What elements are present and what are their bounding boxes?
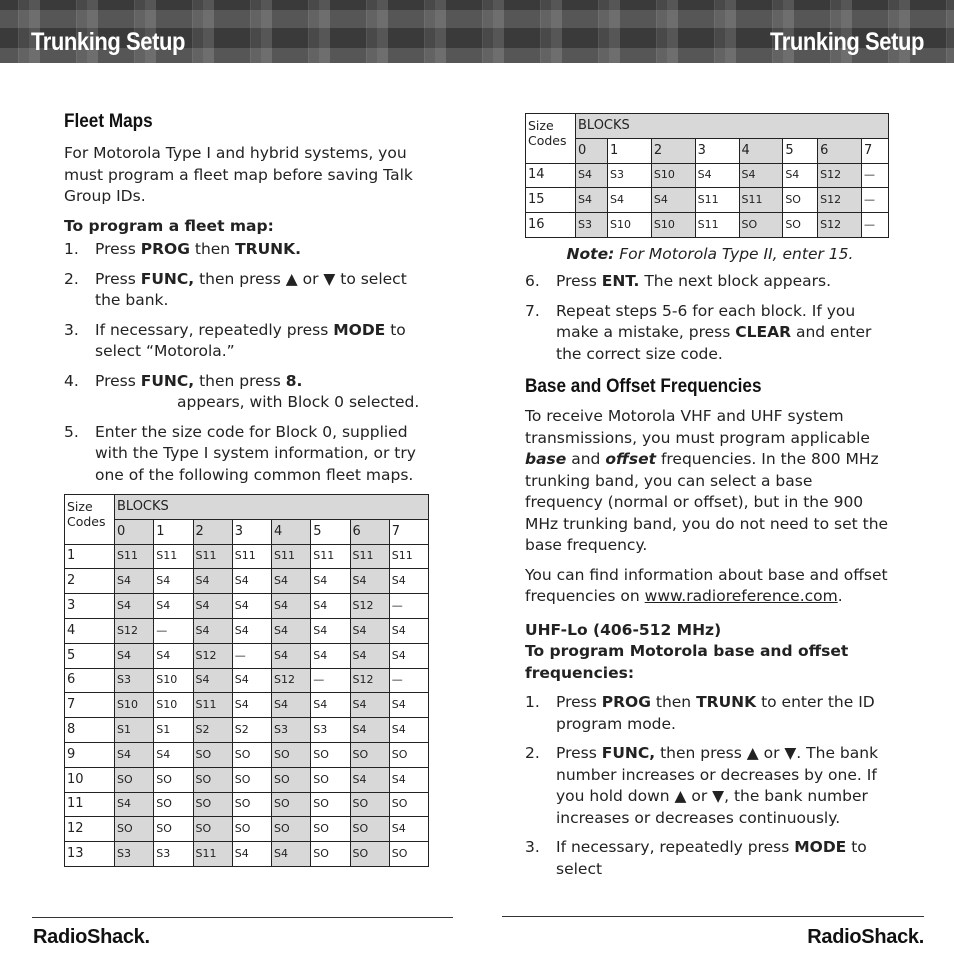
size-code-cell: 8 [65,718,115,743]
block-value-cell: — [861,213,888,238]
size-code-cell: 12 [65,817,115,842]
block-value-cell: S3 [154,842,193,867]
table-row [526,188,889,213]
block-value-cell: SO [350,742,389,767]
block-value-cell: S4 [232,618,271,643]
table-row [65,569,429,594]
block-value-cell: S11 [695,188,739,213]
page-title-left: Trunking Setup [31,28,185,56]
block-value-cell: S4 [350,618,389,643]
block-value-cell: SO [350,817,389,842]
table-row [526,163,889,188]
block-value-cell: S2 [232,718,271,743]
block-value-cell: S4 [576,163,608,188]
block-value-cell: S12 [115,618,154,643]
size-code-cell: 6 [65,668,115,693]
block-numbers-row [65,519,429,544]
left-column [64,108,432,867]
block-value-cell: S4 [115,643,154,668]
block-value-cell: S11 [115,544,154,569]
block-value-cell: SO [232,817,271,842]
table-row [526,213,889,238]
fleet-map-steps-continued [525,271,895,365]
block-value-cell: SO [154,767,193,792]
table-row [65,618,429,643]
table-row [65,817,429,842]
block-number-cell: 1 [154,519,193,544]
block-value-cell: S4 [193,594,232,619]
block-value-cell: S4 [232,594,271,619]
blocks-header: BLOCKS [115,495,429,520]
block-value-cell: S4 [232,668,271,693]
block-value-cell: S4 [389,767,428,792]
block-number-cell: 2 [651,138,695,163]
block-value-cell: SO [350,792,389,817]
block-value-cell: S11 [695,213,739,238]
block-number-cell: 5 [311,519,350,544]
block-value-cell: S11 [154,544,193,569]
size-code-cell: 9 [65,742,115,767]
block-value-cell: SO [739,213,783,238]
block-value-cell: SO [232,742,271,767]
block-value-cell: S10 [651,163,695,188]
block-value-cell: S4 [350,767,389,792]
size-code-cell: 4 [65,618,115,643]
block-value-cell: SO [232,792,271,817]
block-value-cell: S4 [154,742,193,767]
block-value-cell: SO [311,767,350,792]
block-value-cell: S4 [739,163,783,188]
block-value-cell: S4 [115,792,154,817]
size-code-cell: 7 [65,693,115,718]
block-value-cell: S4 [389,618,428,643]
block-value-cell: SO [193,792,232,817]
block-value-cell: S2 [193,718,232,743]
block-value-cell: SO [272,767,311,792]
base-offset-paragraph: To receive Motorola VHF and UHF system transmissions, you must program applicable base and offset frequencies. In the 800 MHz trunking band, you can select a base frequency (normal or offset), but in the 900 MHz trunking band, you do not need to set the base frequency. [525,407,889,555]
block-value-cell: — [861,163,888,188]
block-value-cell: SO [272,792,311,817]
block-value-cell: SO [154,792,193,817]
block-number-cell: 3 [232,519,271,544]
block-number-cell: 2 [193,519,232,544]
right-column [525,108,895,888]
block-value-cell: S4 [608,188,652,213]
table-row [65,767,429,792]
block-value-cell: S4 [232,569,271,594]
size-codes-header: Size Codes [65,495,115,545]
size-code-cell: 14 [526,163,576,188]
size-code-cell: 16 [526,213,576,238]
step-item: 2. Press FUNC, then press ▲ or ▼ to select the bank. [64,269,407,309]
table-row [65,693,429,718]
section-heading-base-offset: Base and Offset Frequencies [525,375,762,398]
intro-paragraph: For Motorola Type I and hybrid systems, you must program a fleet map before saving Talk Group IDs. [64,144,413,205]
step-item: 1. Press PROG then TRUNK. [64,240,302,258]
block-value-cell: S4 [232,693,271,718]
block-value-cell: S12 [350,594,389,619]
block-number-cell: 6 [818,138,862,163]
block-value-cell: S4 [389,693,428,718]
block-value-cell: S4 [389,817,428,842]
block-number-cell: 4 [739,138,783,163]
block-value-cell: S10 [608,213,652,238]
size-code-cell: 3 [65,594,115,619]
block-value-cell: SO [311,742,350,767]
block-value-cell: S4 [651,188,695,213]
footer-rule-left [32,917,453,918]
block-value-cell: S4 [311,618,350,643]
block-value-cell: S10 [154,693,193,718]
block-value-cell: S3 [115,842,154,867]
block-value-cell: SO [154,817,193,842]
table-row [65,792,429,817]
block-value-cell: S11 [272,544,311,569]
table-row [65,742,429,767]
footer-rule-right [502,916,924,917]
table-row [65,594,429,619]
section-heading-fleet-maps: Fleet Maps [64,110,153,132]
block-value-cell: S4 [272,693,311,718]
block-value-cell: S4 [115,569,154,594]
block-value-cell: S4 [154,643,193,668]
block-value-cell: — [861,188,888,213]
block-value-cell: S4 [193,618,232,643]
block-value-cell: SO [783,188,818,213]
block-value-cell: S4 [193,569,232,594]
block-value-cell: S4 [272,618,311,643]
block-value-cell: S4 [272,842,311,867]
step-item: 7. Repeat steps 5-6 for each block. If you make a mistake, press CLEAR and enter the correct size code. [525,301,872,363]
block-value-cell: S4 [193,668,232,693]
block-value-cell: S4 [695,163,739,188]
base-offset-steps [525,692,895,880]
block-number-cell: 3 [695,138,739,163]
step-item: 4. Press FUNC, then press 8. appears, with Block 0 selected. [64,371,420,411]
block-value-cell: S4 [272,569,311,594]
blocks-header: BLOCKS [576,114,889,139]
block-value-cell: S12 [350,668,389,693]
block-value-cell: SO [272,817,311,842]
size-code-cell: 5 [65,643,115,668]
block-value-cell: S4 [783,163,818,188]
block-value-cell: — [232,643,271,668]
block-value-cell: SO [311,817,350,842]
block-value-cell: — [154,618,193,643]
block-value-cell: S10 [154,668,193,693]
size-codes-header: Size Codes [526,114,576,164]
block-value-cell: S4 [576,188,608,213]
step-item: 3. If necessary, repeatedly press MODE to select [525,838,867,878]
block-value-cell: S4 [389,643,428,668]
block-value-cell: S4 [272,643,311,668]
page-title-right: Trunking Setup [770,28,924,56]
block-value-cell: SO [389,792,428,817]
step-item: 2. Press FUNC, then press ▲ or ▼. The bank number increases or decreases by one. If you hold down ▲ or ▼, the bank number increases or decreases continuously. [525,744,879,827]
block-value-cell: S12 [818,213,862,238]
block-value-cell: SO [311,792,350,817]
block-value-cell: — [389,594,428,619]
block-value-cell: SO [311,842,350,867]
block-value-cell: S4 [389,569,428,594]
table-row [65,718,429,743]
size-code-cell: 13 [65,842,115,867]
size-code-cell: 1 [65,544,115,569]
size-code-cell: 10 [65,767,115,792]
block-number-cell: 6 [350,519,389,544]
block-value-cell: S11 [311,544,350,569]
block-value-cell: S3 [272,718,311,743]
uhf-lo-subheading: UHF-Lo (406-512 MHz) [525,620,722,639]
procedure-subheading: To program a fleet map: [64,216,274,235]
block-value-cell: S1 [115,718,154,743]
table-row [65,544,429,569]
step-item: 1. Press PROG then TRUNK to enter the ID program mode. [525,693,875,733]
type-ii-note: Note: For Motorola Type II, enter 15. [566,244,854,263]
step-item: 5. Enter the size code for Block 0, supplied with the Type I system information, or try one of the following common fleet maps. [64,422,416,484]
block-value-cell: S3 [115,668,154,693]
table-row [65,668,429,693]
block-value-cell: SO [232,767,271,792]
radioshack-logo-left: RadioShack. [33,926,150,948]
block-value-cell: S4 [311,693,350,718]
block-value-cell: S4 [154,569,193,594]
table-row [65,842,429,867]
fleet-map-steps [64,239,432,486]
block-value-cell: S11 [193,544,232,569]
block-value-cell: S4 [115,594,154,619]
table-row [65,643,429,668]
block-value-cell: S3 [576,213,608,238]
reference-paragraph: You can find information about base and offset frequencies on www.radioreference.com. [525,565,888,606]
block-numbers-row [526,138,889,163]
block-value-cell: S11 [389,544,428,569]
block-value-cell: S12 [818,163,862,188]
size-code-cell: 15 [526,188,576,213]
size-code-cell: 11 [65,792,115,817]
block-value-cell: S3 [608,163,652,188]
step-item: 3. If necessary, repeatedly press MODE to select “Motorola.” [64,320,406,360]
block-value-cell: S4 [311,569,350,594]
block-value-cell: SO [272,742,311,767]
block-value-cell: S4 [350,693,389,718]
block-value-cell: S11 [232,544,271,569]
size-code-cell: 2 [65,569,115,594]
block-number-cell: 0 [576,138,608,163]
block-value-cell: S4 [389,718,428,743]
block-value-cell: S11 [193,693,232,718]
block-number-cell: 7 [389,519,428,544]
block-value-cell: S4 [311,643,350,668]
block-value-cell: SO [389,842,428,867]
block-value-cell: S4 [350,643,389,668]
block-value-cell: S4 [115,742,154,767]
block-value-cell: SO [350,842,389,867]
block-value-cell: S4 [232,842,271,867]
block-value-cell: S12 [272,668,311,693]
block-value-cell: SO [783,213,818,238]
block-number-cell: 5 [783,138,818,163]
block-value-cell: S4 [350,718,389,743]
block-value-cell: SO [193,742,232,767]
block-value-cell: SO [389,742,428,767]
block-value-cell: — [311,668,350,693]
block-value-cell: S4 [311,594,350,619]
block-value-cell: SO [115,817,154,842]
block-value-cell: SO [193,817,232,842]
block-value-cell: S12 [193,643,232,668]
radioshack-logo-right: RadioShack. [807,926,924,948]
block-number-cell: 1 [608,138,652,163]
fleet-map-table-continued [525,113,889,238]
block-number-cell: 0 [115,519,154,544]
block-value-cell: S11 [350,544,389,569]
block-value-cell: SO [193,767,232,792]
block-value-cell: S11 [193,842,232,867]
block-value-cell: S3 [311,718,350,743]
block-value-cell: — [389,668,428,693]
block-value-cell: S4 [154,594,193,619]
block-value-cell: SO [115,767,154,792]
step-item: 6. Press ENT. The next block appears. [525,272,831,291]
block-value-cell: S11 [739,188,783,213]
block-number-cell: 7 [861,138,888,163]
block-value-cell: S4 [350,569,389,594]
block-value-cell: S4 [272,594,311,619]
fleet-map-table [64,494,429,867]
block-number-cell: 4 [272,519,311,544]
radioreference-link[interactable]: www.radioreference.com [644,587,838,606]
block-value-cell: S10 [651,213,695,238]
block-value-cell: S1 [154,718,193,743]
block-value-cell: S10 [115,693,154,718]
block-value-cell: S12 [818,188,862,213]
procedure-subheading: To program Motorola base and offset frequencies: [525,642,849,682]
